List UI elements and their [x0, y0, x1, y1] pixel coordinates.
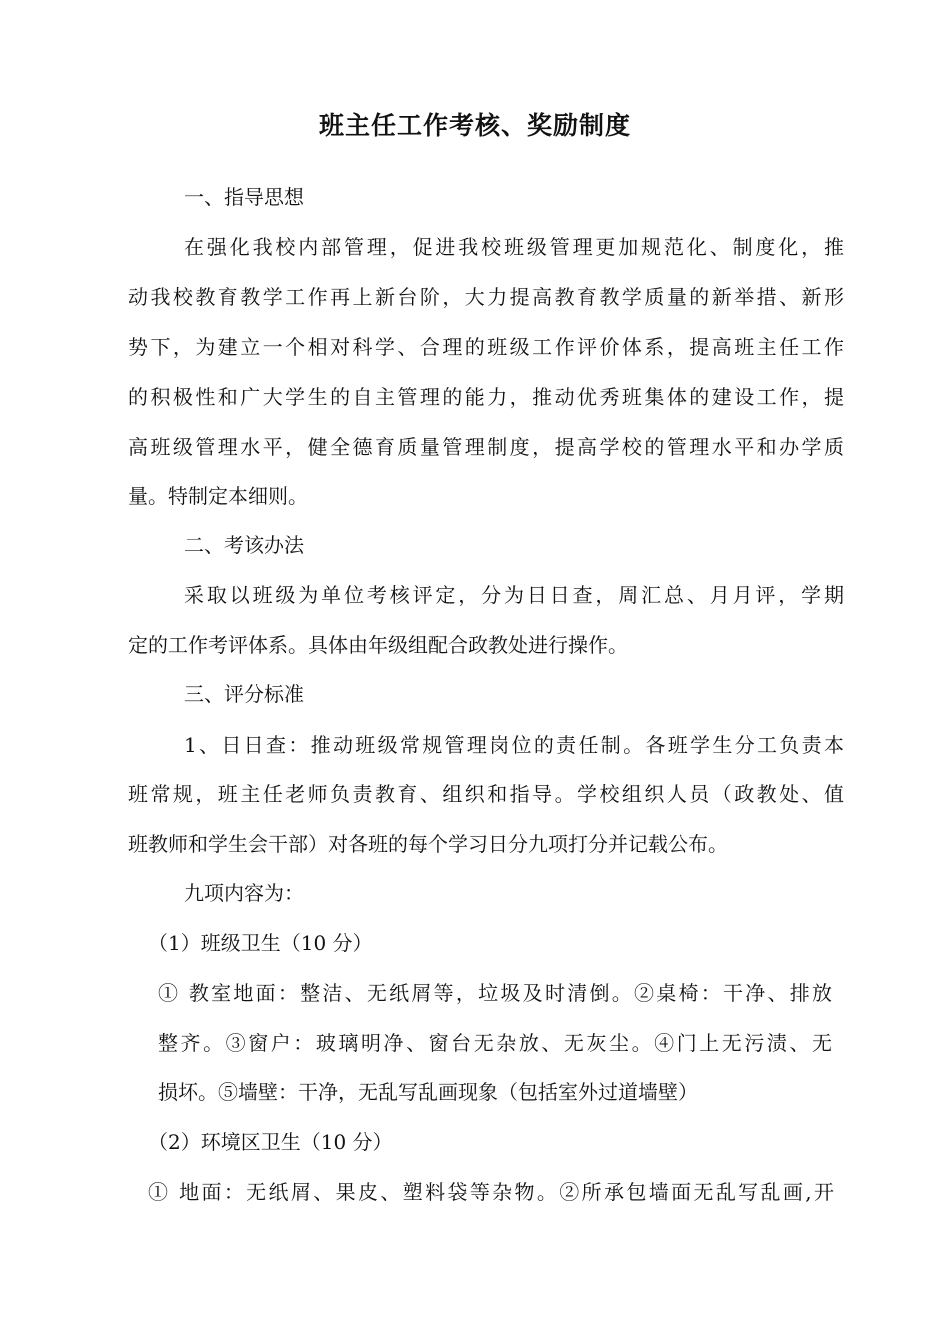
paragraph-line: 的积极性和广大学生的自主管理的能力，推动优秀班集体的建设工作，提 — [128, 385, 844, 409]
item-detail-line: ① 教室地面：整洁、无纸屑等，垃圾及时清倒。②桌椅：干净、排放 — [158, 981, 832, 1005]
nine-items-label: 九项内容为： — [184, 881, 304, 905]
section-heading-method: 二、考该办法 — [184, 533, 304, 557]
section-heading-standard: 三、评分标准 — [184, 682, 304, 706]
document-title: 班主任工作考核、奖励制度 — [318, 111, 631, 140]
item-detail-line: 整齐。③窗户：玻璃明净、窗台无杂放、无灰尘。④门上无污渍、无 — [158, 1031, 832, 1055]
paragraph-line: 势下，为建立一个相对科学、合理的班级工作评价体系，提高班主任工作 — [128, 335, 844, 359]
section-heading-guiding: 一、指导思想 — [184, 185, 304, 209]
item-detail-line: ① 地面：无纸屑、果皮、塑料袋等杂物。②所承包墙面无乱写乱画,开 — [148, 1180, 834, 1204]
paragraph-line: 在强化我校内部管理，促进我校班级管理更加规范化、制度化，推 — [184, 235, 844, 259]
item-heading-area-hygiene: （2）环境区卫生（10 分） — [148, 1130, 393, 1154]
paragraph-line: 班教师和学生会干部）对各班的每个学习日分九项打分并记载公布。 — [128, 832, 728, 856]
paragraph-line: 高班级管理水平，健全德育质量管理制度，提高学校的管理水平和办学质 — [128, 435, 844, 459]
paragraph-line: 采取以班级为单位考核评定，分为日日查，周汇总、月月评，学期 — [184, 583, 844, 607]
paragraph-line: 1、日日查：推动班级常规管理岗位的责任制。各班学生分工负责本 — [184, 733, 844, 757]
paragraph-line: 定的工作考评体系。具体由年级组配合政教处进行操作。 — [128, 633, 628, 657]
paragraph-line: 量。特制定本细则。 — [128, 484, 308, 508]
item-heading-class-hygiene: （1）班级卫生（10 分） — [148, 931, 373, 955]
paragraph-line: 班常规，班主任老师负责教育、组织和指导。学校组织人员（政教处、值 — [128, 782, 844, 806]
item-detail-line: 损坏。⑤墙壁：干净，无乱写乱画现象（包括室外过道墙壁） — [158, 1080, 698, 1104]
paragraph-line: 动我校教育教学工作再上新台阶，大力提高教育教学质量的新举措、新形 — [128, 285, 844, 309]
